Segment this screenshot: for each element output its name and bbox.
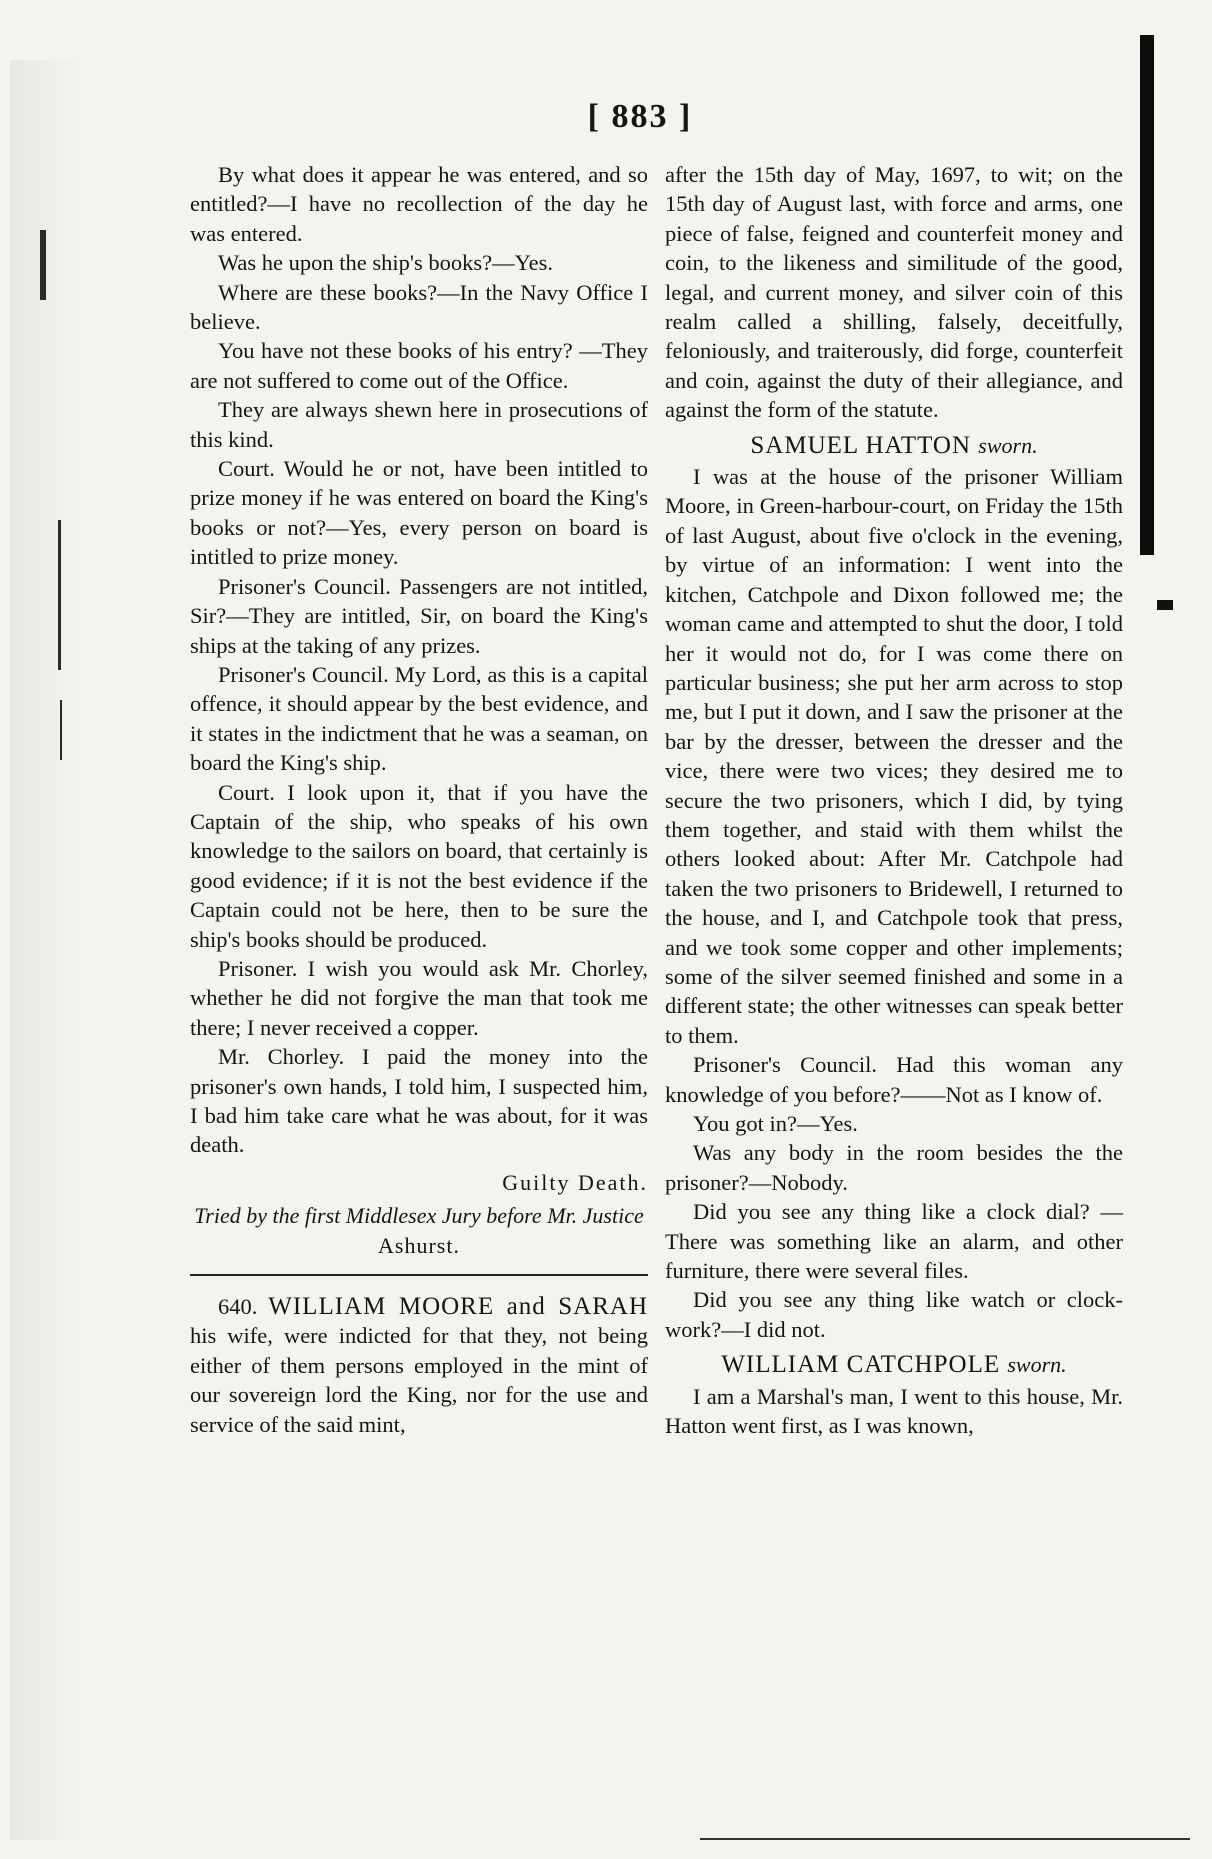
paragraph: Court. Would he or not, have been intitled to prize money if he was entered on board the King's books or not?—Yes, every person on board is intitled to prize money. bbox=[190, 456, 648, 570]
section-divider bbox=[190, 1274, 648, 1276]
paragraph: Mr. Chorley. I paid the money into the prisoner's own hands, I told him, I suspected him, I bad him take care what he was about, for it was death. bbox=[190, 1044, 648, 1158]
trial-jury: Tried by the first Middlesex Jury before Mr. Justice bbox=[194, 1203, 644, 1229]
paragraph: You have not these books of his entry? —They are not suffered to come out of the Office. bbox=[190, 338, 648, 393]
case-defendants: WILLIAM MOORE and SARAH bbox=[268, 1293, 648, 1321]
paragraph: Prisoner's Council. Had this woman any knowledge of you before?——Not as I know of. bbox=[665, 1052, 1123, 1107]
case-number: 640. bbox=[218, 1294, 258, 1320]
paragraph: Was he upon the ship's books?—Yes. bbox=[218, 250, 553, 276]
margin-mark bbox=[60, 700, 62, 760]
paragraph: Did you see any thing like a clock dial? —There was something like an alarm, and other furniture, there were several files. bbox=[665, 1199, 1123, 1284]
witness-name: WILLIAM CATCHPOLE bbox=[721, 1351, 1001, 1379]
bottom-rule bbox=[700, 1838, 1190, 1840]
paragraph: Where are these books?—In the Navy Office I believe. bbox=[190, 279, 648, 335]
witness-heading bbox=[665, 1350, 1123, 1379]
paragraph: Court. I look upon it, that if you have the Captain of the ship, who speaks of his own knowledge to the sailors on board, that certainly is good evidence; if it is not the best evidence if the Captain could not be here, then to be sure the ship's books should be produced. bbox=[190, 779, 648, 952]
paragraph: Prisoner. I wish you would ask Mr. Chorley, whether he did not forgive the man that took me there; I never received a copper. bbox=[190, 955, 648, 1040]
margin-mark bbox=[58, 520, 61, 670]
paragraph: Was any body in the room besides the the prisoner?—Nobody. bbox=[665, 1140, 1123, 1195]
witness-name: SAMUEL HATTON bbox=[750, 431, 972, 459]
trial-info bbox=[190, 1201, 648, 1260]
sworn-label: sworn. bbox=[1007, 1352, 1067, 1378]
scan-edge-bar bbox=[1140, 35, 1154, 555]
page-edge-shadow bbox=[10, 60, 80, 1840]
right-column bbox=[665, 160, 1123, 1440]
paragraph: They are always shewn here in prosecutions of this kind. bbox=[190, 397, 648, 452]
paragraph: after the 15th day of May, 1697, to wit; on the 15th day of August last, with force and arms, one piece of false, feigned and counterfeit money and coin, to the likeness and similitude of the good, legal, and current money, and silver coin of this realm called a shilling, falsely, deceitfully, feloniously, and traiterously, did forge, counterfeit and coin, against the duty of their allegiance, and against the form of the statute. bbox=[665, 162, 1123, 423]
paragraph: Did you see any thing like watch or clock-work?—I did not. bbox=[665, 1287, 1123, 1342]
scan-edge-tick bbox=[1157, 600, 1173, 610]
judge-name: Ashurst. bbox=[378, 1232, 460, 1258]
paragraph: Prisoner's Council. My Lord, as this is a capital offence, it should appear by the best evidence, and it states in the indictment that he was a seaman, on board the King's ship. bbox=[190, 661, 648, 776]
paragraph: By what does it appear he was entered, and so entitled?—I have no recollection of the day he was entered. bbox=[190, 162, 648, 246]
paragraph: I was at the house of the prisoner William Moore, in Green-harbour-court, on Friday the 15th of last August, about five o'clock in the evening, by virtue of an information: I went into the kitchen, Catchpole and Dixon followed me; the woman came and attempted to shut the door, I told her it would not do, for I was come there on particular business; she put her arm across to stop me, but I put it down, and I saw the prisoner at the bar by the dresser, between the dresser and the vice, there were two vices; they desired me to secure the two prisoners, which I did, by tying them together, and staid with them whilst the others looked about: After Mr. Catchpole had taken the two prisoners to Bridewell, I returned to the house, and I, and Catchpole took that press, and we took some copper and other implements; some of the silver seemed finished and some in a different state; the other witnesses can speak better to them. bbox=[665, 464, 1123, 1048]
case-heading bbox=[190, 1292, 648, 1439]
paragraph: Prisoner's Council. Passengers are not intitled, Sir?—They are intitled, Sir, on board the King's ships at the taking of any prizes. bbox=[190, 573, 648, 658]
left-column bbox=[190, 160, 648, 1439]
paragraph: I am a Marshal's man, I went to this house, Mr. Hatton went first, as I was known, bbox=[665, 1383, 1123, 1439]
sworn-label: sworn. bbox=[978, 432, 1038, 458]
verdict: Guilty Death. bbox=[502, 1169, 648, 1195]
case-indictment: his wife, were indicted for that they, not being either of them persons employed in the mint of our sovereign lord the King, nor for the use and service of the said mint, bbox=[190, 1323, 648, 1437]
margin-mark bbox=[40, 230, 46, 300]
paragraph: You got in?—Yes. bbox=[693, 1111, 858, 1136]
page-number: [ 883 ] bbox=[587, 98, 693, 135]
witness-heading bbox=[665, 431, 1123, 460]
